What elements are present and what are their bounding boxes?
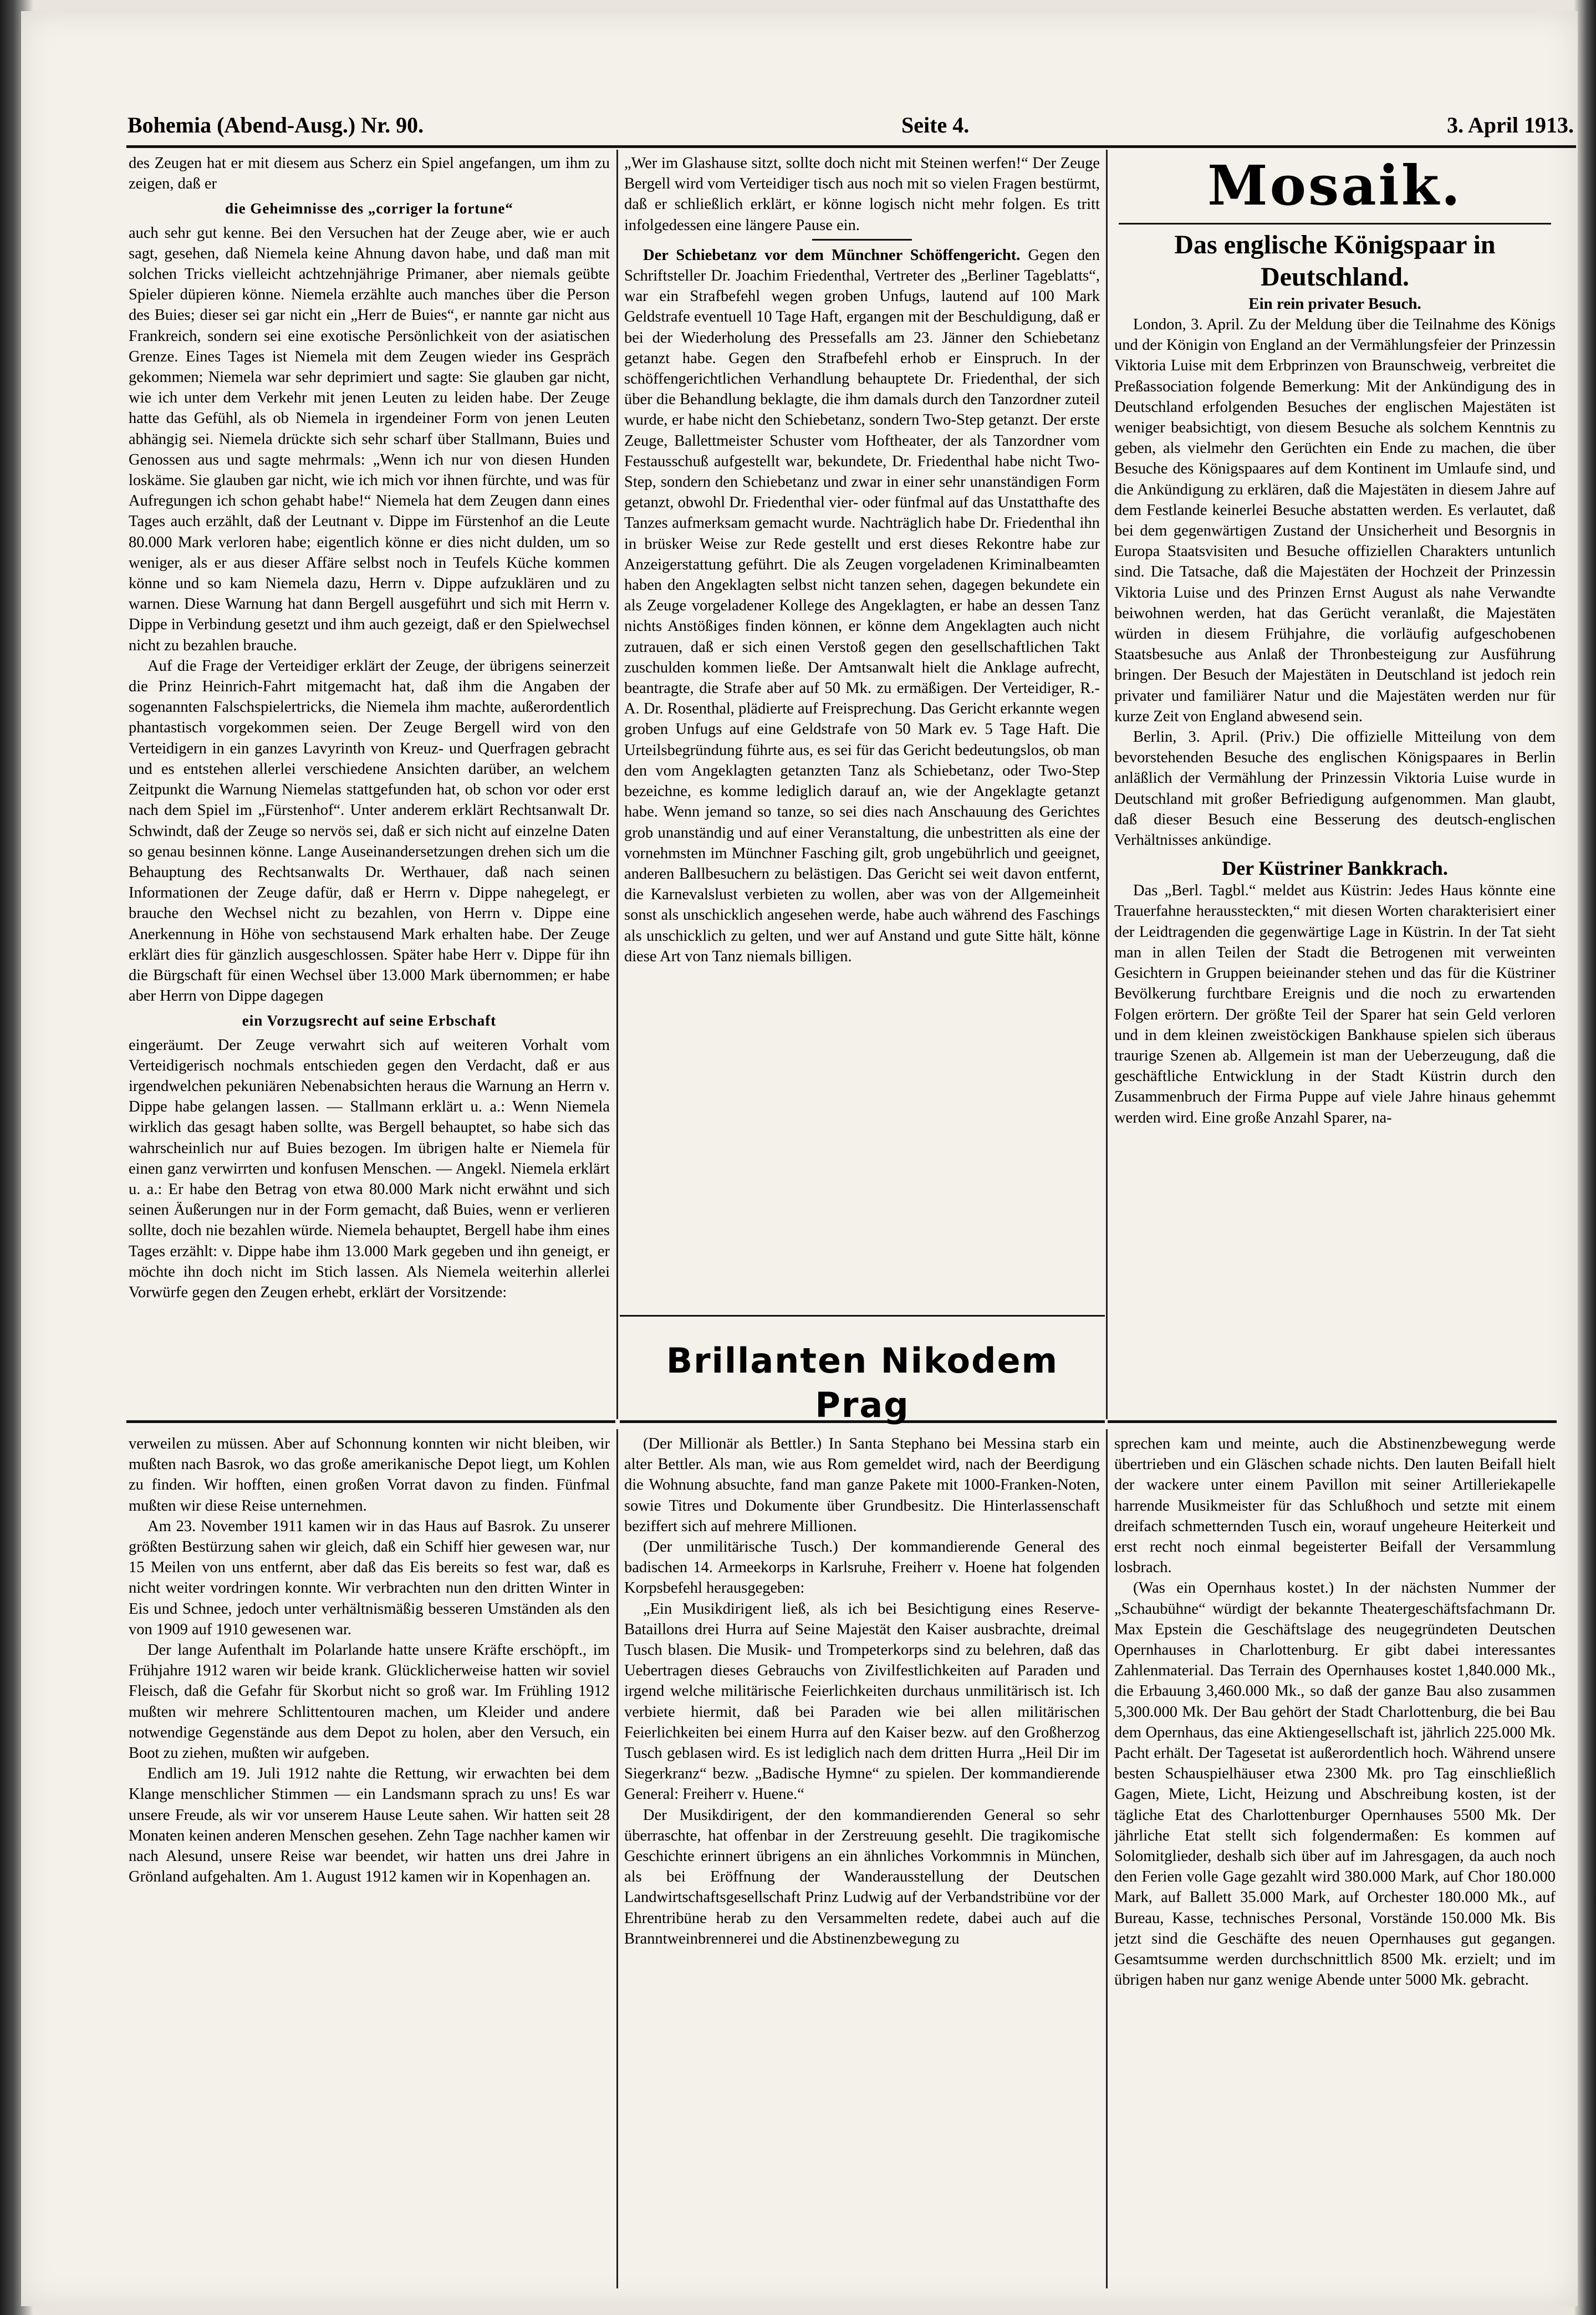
advertisement-box — [620, 1340, 1105, 1425]
column-rule-lower-2 — [1106, 1429, 1108, 2288]
article-heading-schiebetanz: Der Schiebetanz vor dem Münchner Schöffengericht. — [643, 246, 1021, 264]
column-rule-2 — [1106, 150, 1108, 1419]
headline-kuestriner-bankkrach: Der Küstriner Bankkrach. — [1222, 857, 1448, 880]
article-paragraph: Berlin, 3. April. (Priv.) Die offizielle Mitteilung von dem bevorstehenden Besuche des englischen Königspaares in Berlin anläßlich der Vermählung der Prinzessin Viktoria Luise wurde in Deutschland mit großer Befriedigung aufgenommen. Man glaubt, daß dieser Besuch eine Besserung des deutsch-englischen Verhältnisses ankündige. — [1114, 728, 1556, 849]
header-publication: Bohemia (Abend-Ausg.) Nr. 90. — [128, 112, 424, 137]
article-paragraph: (Was ein Opernhaus kostet.) In der nächsten Nummer der „Schaubühne“ würdigt der bekannte Theatergeschäftsfachmann Dr. Max Epstein die Geschäftslage des neugegründeten Deutschen Opernhauses in Charlottenburg. Er gibt dabei interessantes Zahlenmaterial. Das Terrain des Opernhauses kostet 1,840.000 Mk., die Erbauung 3,460.000 Mk., so daß der ganze Bau also zusammen 5,300.000 Mk. Der Bau gehört der Stadt Charlottenburg, die bei Bau dem Opernhaus, das eine Aktiengesellschaft ist, jährlich 225.000 Mk. Pacht erhält. Der Tagesetat ist außerordentlich hoch. Während unsere besten Schauspielhäuser etwa 2300 Mk. pro Tag einschließlich Gagen, Miete, Licht, Heizung und Abschreibung kosten, ist der tägliche Etat des Charlottenburger Opernhauses 5500 Mk. Der jährliche Etat stellt sich folgendermaßen: Es kommen auf Solomitglieder, deshalb sich über auf im Jahresgagen, da auch noch den Ferien volle Gage gezahlt wird 380.000 Mark, auf Chor 180.000 Mark, auf Ballett 35.000 Mark, auf Orchester 180.000 Mk., auf Bureau, Kasse, technisches Personal, Vorstände 150.000 Mk. Bis jetzt sind die Geschäfte des neuen Opernhauses gut gegangen. Gesamtsumme werden durchschnittlich 8500 Mk. erzielt; und im übrigen haben nur ganz wenige Abende unter 5000 Mk. gebracht. — [1114, 1579, 1556, 1989]
lower-column-1 — [129, 1434, 610, 2287]
article-paragraph: (Der unmilitärische Tusch.) Der kommandierende General des badischen 14. Armeekorps in Karlsruhe, Freiherr v. Hoene hat folgenden Korpsbefehl herausgegeben: — [624, 1538, 1100, 1597]
article-subheading: ein Vorzugsrecht auf seine Erbschaft — [242, 1012, 497, 1029]
page-header — [128, 105, 1574, 144]
article-text: Gegen den Schriftsteller Dr. Joachim Friedenthal, Vertreter des „Berliner Tageblatts“, war ein Strafbefehl wegen groben Unfugs, lautend auf 100 Mark Geldstrafe eventuell 10 Tage Haft, ergangen mit der Beschuldigung, daß er bei der Wiederholung des Pressefalls am 23. Jänner den Schiebetanz getanzt habe. Gegen den Strafbefehl erhob er Einspruch. In der schöffengerichtlichen Verhandlung behauptete Dr. Friedenthal, der sich über die Behandlung beklagte, die ihm damals durch den Tanzordner zuteil wurde, er habe nicht den Schiebetanz, sondern Two-Step getanzt. Der erste Zeuge, Ballettmeister Schuster vom Hoftheater, der als Tanzordner vom Festausschuß aufgestellt war, bekundete, Dr. Friedenthal habe nicht Two-Step, sondern den Schiebetanz und zwar in einer sehr unanständigen Form getanzt, obwohl Dr. Friedenthal vier- oder fünfmal auf das Unstatthafte des Tanzes aufmerksam gemacht wurde. Nachträglich habe Dr. Friedenthal ihn in brüsker Weise zur Rede gestellt und erst dieses Rekontre habe zur Anzeigerstattung geführt. Die als Zeugen vorgeladenen Kriminalbeamten haben den Angeklagten selbst nicht tanzen sehen, dagegen bekundete ein als Zeuge vorgeladener Kollege des Angeklagten, er habe an dessen Tanz nichts Anstößiges finden können, er könne dem Angeklagten auch nicht zutrauen, daß er sich einen Verstoß gegen den gesellschaftlichen Takt zuschulden kommen ließe. Der Amtsanwalt hielt die Anklage aufrecht, beantragte, die Strafe aber auf 50 Mk. zu ermäßigen. Der Verteidiger, R.-A. Dr. Rosenthal, plädierte auf Freisprechung. Das Gericht erkannte wegen groben Unfugs auf eine Geldstrafe von 50 Mark ev. 5 Tage Haft. Die Urteilsbegründung führte aus, es sei für das Gericht bedeutungslos, ob man den vom Angeklagten getanzten Tanz als Schiebetanz, oder Two-Step bezeichne, es komme lediglich darauf an, wie der Angeklagte getanzt habe. Wenn jemand so tanze, so sei dies nach Anschauung des Gerichtes grob unanständig und auf einer Veranstaltung, die unbestritten als eine der vornehmsten im Münchner Fasching gilt, grob ungebührlich und geeignet, anderen Ballbesuchern zu belästigen. Das Gericht sei weit davon entfernt, die Karnevalslust verbieten zu wollen, aber was von der Allgemeinheit sonst als unschicklich angesehen werde, habe auch während des Faschings als unschicklich zu gelten, und wer auf Anstand und gute Sitte hält, könne diese Art von Tanz niemals billigen. — [624, 246, 1100, 965]
section-rule-right — [1108, 1420, 1557, 1423]
header-page-number: Seite 4. — [901, 112, 970, 137]
article-paragraph: „Wer im Glashause sitzt, sollte doch nicht mit Steinen werfen!“ Der Zeuge Bergell wird vom Verteidiger tisch aus noch mit so vielen Fragen bestürmt, daß er schließlich erklärt, er könne logisch nicht mehr folgen. Es tritt infolgedessen eine längere Pause ein. — [624, 155, 1100, 234]
article-paragraph: sprechen kam und meinte, auch die Abstinenzbewegung werde übertrieben und ein Gläschen schade nichts. Den lauten Beifall hielt der wackere unter einem Pavillon mit seiner Artilleriekapelle harrende Musikmeister für das Schlußhoch und setzte mit einem dreifach schmetternden Tusch ein, worauf ungeheure Heiterkeit und erst recht noch einmal begeisterter Beifall der Versammlung losbrach. — [1114, 1435, 1556, 1577]
article-paragraph: Der lange Aufenthalt im Polarlande hatte unsere Kräfte erschöpft., im Frühjahre 1912 waren wir beide krank. Glücklicherweise hatten wir soviel Fleisch, daß die Gefahr für Skorbut nicht so groß war. Im Frühling 1912 mußten wir mehrere Schlittentouren machen, um Kleider und andere notwendige Gegenstände aus dem Depot zu holen, aber den Versuch, ein Boot zu ziehen, mußten wir aufgeben. — [129, 1641, 610, 1762]
separator-rule — [812, 239, 912, 241]
article-paragraph: Endlich am 19. Juli 1912 nahte die Rettung, wir erwachten bei dem Klange menschlicher Stimmen — ein Landsmann sprach zu uns! Es war unsere Freude, als wir vor unserem Hause Leute sahen. Wir hatten seit 28 Monaten keinen anderen Menschen gesehen. Zehn Tage nachher kamen wir nach Alesund, unsere Reise war beendet, wir hatten uns drei Jahre in Grönland aufgehalten. Am 1. August 1912 kamen wir in Kopenhagen an. — [129, 1765, 610, 1886]
headline-koenigspaar: Das englische Königspaar in Deutschland. — [1174, 230, 1496, 292]
article-subheading: die Geheimnisse des „corriger la fortune“ — [225, 200, 513, 217]
article-paragraph: Auf die Frage der Verteidiger erklärt der Zeuge, der übrigens seinerzeit die Prinz Heinrich-Fahrt mitgemacht hat, daß ihm die Angaben der sogenannten Falschspielertricks, die Niemela ihm machte, außerordentlich phantastisch vorgekommen seien. Der Zeuge Bergell wird von den Verteidigern in ein ganzes Lavyrinth von Kreuz- und Querfragen gebracht und es entstehen allerlei verschiedene Ansichten darüber, an welchem Zeitpunkt die Warnung Niemelas stattgefunden hat, ob schon vor oder erst nach dem Spiel im „Fürstenhof“. Unter anderem erklärt Rechtsanwalt Dr. Schwindt, daß der Zeuge so nervös sei, daß er sich nicht auf einzelne Daten so genau besinnen könne. Lange Auseinandersetzungen drehen sich um die Behauptung des Rechtsanwalts Dr. Werthauer, daß nach seinen Informationen der Zeuge dafür, daß er Herrn v. Dippe nahegelegt, er brauche den Wechsel nicht zu bezahlen, von Herrn v. Dippe eine Anerkennung in Höhe von sechstausend Mark erhalten habe. Der Zeuge erklärt dies für gänzlich ausgeschlossen. Später habe Herr v. Dippe für ihn die Bürgschaft für einen Wechsel über 13.000 Mark übernommen; er habe aber Herrn von Dippe dagegen — [129, 657, 610, 1005]
article-paragraph: (Der Millionär als Bettler.) In Santa Stephano bei Messina starb ein alter Bettler. Als man, wie aus Rom gemeldet wird, nach der Beerdigung die Wohnung absuchte, fand man ganze Pakete mit 1000-Franken-Noten, sowie Titres und Dokumente über Grundbesitz. Die Hinterlassenschaft beziffert sich auf mehrere Millionen. — [624, 1435, 1100, 1535]
separator-rule — [1119, 223, 1551, 225]
article-paragraph: Das „Berl. Tagbl.“ meldet aus Küstrin: Jedes Haus könnte eine Trauerfahne heraussteckten,“ mit diesen Worten charakterisiert einer der Leidtragenden die gegenwärtige Lage in Küstrin. In der Tat sieht man in allen Teilen der Stadt die Betrogenen mit verweinten Gesichtern in Gruppen beieinander stehen und das für die Küstriner Bevölkerung furchtbare Ereignis und die noch zu erwartenden Folgen erörtern. Der größte Teil der Sparer hat sein Geld verloren und in dem kleinen zweistöckigen Bankhause spielen sich überaus traurige Szenen ab. Allgemein ist man der Ueberzeugung, daß die geschäftliche Entwicklung in der Stadt Küstrin durch den Zusammenbruch der Firma Puppe auf viele Jahre hinaus gehemmt werden wird. Eine große Anzahl Sparer, na- — [1114, 882, 1556, 1126]
header-date: 3. April 1913. — [1447, 112, 1574, 137]
lower-column-2 — [624, 1434, 1100, 2287]
box-rule-top — [620, 1315, 1105, 1317]
article-paragraph: Am 23. November 1911 kamen wir in das Haus auf Basrok. Zu unserer größten Bestürzung sahen wir gleich, daß ein Schiff hier gewesen war, nur 15 Meilen von uns entfernt, aber daß das Eis bereits so fest war, daß es nicht weiter vordringen konnte. Wir verbrachten nun den dritten Winter in Eis und Schnee, jedoch unter verhältnismäßig besseren Umständen als den von 1909 auf 1910 gewesenen war. — [129, 1517, 610, 1638]
column-rule-1 — [616, 150, 618, 1419]
section-title-mosaik: Mosaik. — [1207, 154, 1462, 218]
article-paragraph: „Ein Musikdirigent ließ, als ich bei Besichtigung eines Reserve-Bataillons drei Hurra auf Seine Majestät den Kaiser ausbrachte, dreimal Tusch blasen. Die Musik- und Trompeterkorps sind zu belehren, daß das Uebertragen dieses Gebrauchs von Zivilfestlichkeiten auf Paraden und irgend welche militärische Feierlichkeiten durchaus unmilitärisch ist. Ich verbiete hiermit, daß bei Paraden wie bei allen militärischen Feierlichkeiten bei einem Hurra auf den Kaiser bezw. auf den Großherzog Tusch geblasen wird. Es ist lediglich nach dem dritten Hurra „Heil Dir im Siegerkranz“ bezw. „Badische Hymne“ zu spielen. Der kommandierende General: Freiherr v. Huene.“ — [624, 1600, 1100, 1803]
article-paragraph: des Zeugen hat er mit diesem aus Scherz ein Spiel angefangen, um ihm zu zeigen, daß er — [129, 155, 610, 193]
lower-column-3 — [1114, 1434, 1556, 2287]
advertisement-title: Brillanten Nikodem Prag — [666, 1340, 1059, 1425]
column-3 — [1114, 153, 1556, 1415]
subheadline-privater-besuch: Ein rein privater Besuch. — [1248, 295, 1421, 313]
header-rule — [126, 145, 1576, 148]
column-rule-lower-1 — [616, 1429, 618, 2288]
column-1 — [129, 153, 610, 1413]
article-paragraph: eingeräumt. Der Zeuge verwahrt sich auf weiteren Vorhalt vom Verteidigerisch nochmals entschieden gegen den Verdacht, daß er aus irgendwelchen pekuniären Nebenabsichten heraus die Warnung an Herrn v. Dippe habe gelangen lassen. — Stallmann erklärt u. a.: Wenn Niemela wirklich das gesagt haben sollte, was Bergell behauptet, so habe sich das wahrscheinlich nur auf Buies bezogen. Im übrigen halte er Niemela für einen ganz verwirrten und konfusen Menschen. — Angekl. Niemela erklärt u. a.: Er habe den Betrag von etwa 80.000 Mark nicht erwähnt und sich seinen Äußerungen nur in der Form gemacht, daß Buies, wenn er verlieren sollte, doch nie bezahlen würde. Niemela behauptet, Bergell habe ihm eines Tages erzählt: v. Dippe habe ihm 13.000 Mark gegeben und ihn geneigt, er möchte ihn doch nicht im Stich lassen. Als Niemela weiterhin allerlei Vorwürfe gegen den Zeugen erhebt, erklärt der Vorsitzende: — [129, 1036, 610, 1301]
article-paragraph: auch sehr gut kenne. Bei den Versuchen hat der Zeuge aber, wie er auch sagt, gesehen, daß Niemela keine Ahnung davon habe, und daß man mit solchen Tricks vielleicht achtzehnjährige Primaner, aber niemals geübte Spieler düpieren könne. Niemela erzählte auch manches über die Person des Buies; dieser sei gar nicht ein „Herr de Buies“, er nannte gar nicht aus Frankreich, sondern sei eine exotische Persönlichkeit von der asiatischen Grenze. Eines Tages ist Niemela mit dem Zeugen wieder ins Gespräch gekommen; Niemela war sehr deprimiert und sagte: Sie glauben gar nicht, wie ich unter dem Verkehr mit jenen Leuten zu leiden habe. Der Zeuge hatte das Gefühl, als ob Niemela in irgendeiner Form von jenen Leuten abhängig sei. Niemela drückte sich sehr scharf über Stallmann, Buies und Genossen aus und sagte mehrmals: „Wenn ich nur von diesen Hunden loskäme. Sie glauben gar nicht, wie ich mich vor ihnen fürchte, und was für Aufregungen ich schon gehabt habe!“ Niemela hat dem Zeugen dann eines Tages auch erzählt, daß der Leutnant v. Dippe im Fürstenhof an die Leute 80.000 Mark verloren habe; eigentlich könne er dies nicht dulden, um so weniger, als er aus dieser Affäre selbst noch in Teufels Küche kommen könne und so kam Niemela dazu, Herrn v. Dippe aufzuklären und zu warnen. Diese Warnung hat dann Bergell ausgeführt und sich mit Herrn v. Dippe in Verbindung gesetzt und ihm auch gezeigt, daß er den Spielwechsel nicht zu bezahlen brauche. — [129, 224, 610, 654]
article-paragraph: Der Musikdirigent, der den kommandierenden General so sehr überraschte, hat offenbar in der Zerstreuung gesehlt. Die tragikomische Geschichte erinnert übrigens an ein ähnliches Vorkommnis in München, als bei Eröffnung der Wanderausstellung der Deutschen Landwirtschaftsgesellschaft Prinz Ludwig auf der Verbandstribüne vor der Ehrentribüne herab zu den Versammelten redete, dabei auch auf die Branntweinbrennerei und die Abstinenzbewegung zu — [624, 1806, 1100, 1947]
column-2 — [624, 153, 1100, 1312]
article-paragraph: verweilen zu müssen. Aber auf Schonnung konnten wir nicht bleiben, wir mußten nach Basrok, wo das große amerikanische Depot liegt, um Kohlen zu finden. Wir hofften, einen großen Vorrat davon zu finden. Fünfmal mußten wir diese Reise unternehmen. — [129, 1435, 610, 1515]
article-paragraph — [624, 245, 1100, 967]
article-paragraph: London, 3. April. Zu der Meldung über die Teilnahme des Königs und der Königin von England an der Vermählungsfeier der Prinzessin Viktoria Luise mit dem Erbprinzen von Braunschweig, verbreitet die Preßassociation folgende Bemerkung: Mit der Ankündigung des in Deutschland erfolgenden Besuches der englischen Majestäten ist weniger beabsichtigt, von diesem Besuche als solchem Kenntnis zu geben, als vielmehr den Gerüchten ein Ende zu machen, die über Besuche des Königspaares auf dem Kontinent im Umlaufe sind, und die Ankündigung zu erklären, daß die Majestäten in diesem Jahre auf dem Festlande keinerlei Besuche abstatten werden. Es verlautet, daß bei dem gegenwärtigen Zustand der Unsicherheit und Besorgnis in Europa Staatsvisiten und Besuche offiziellen Charakters untunlich sind. Die Tatsache, daß die Majestäten der Hochzeit der Prinzessin Viktoria Luise und des Prinzen Ernst August als nahe Verwandte beiwohnen werden, hat das Gerücht veranlaßt, die Majestäten würden in diesem Frühjahre, die vorläufig aufgeschobenen Staatsbesuche aus Anlaß der Thronbesteigung zur Ausführung bringen. Der Besuch der Majestäten in Deutschland ist jedoch rein privater und familiärer Natur und die Majestäten werden nur für kurze Zeit von England abwesend sein. — [1114, 316, 1556, 725]
section-rule-left — [126, 1420, 615, 1423]
